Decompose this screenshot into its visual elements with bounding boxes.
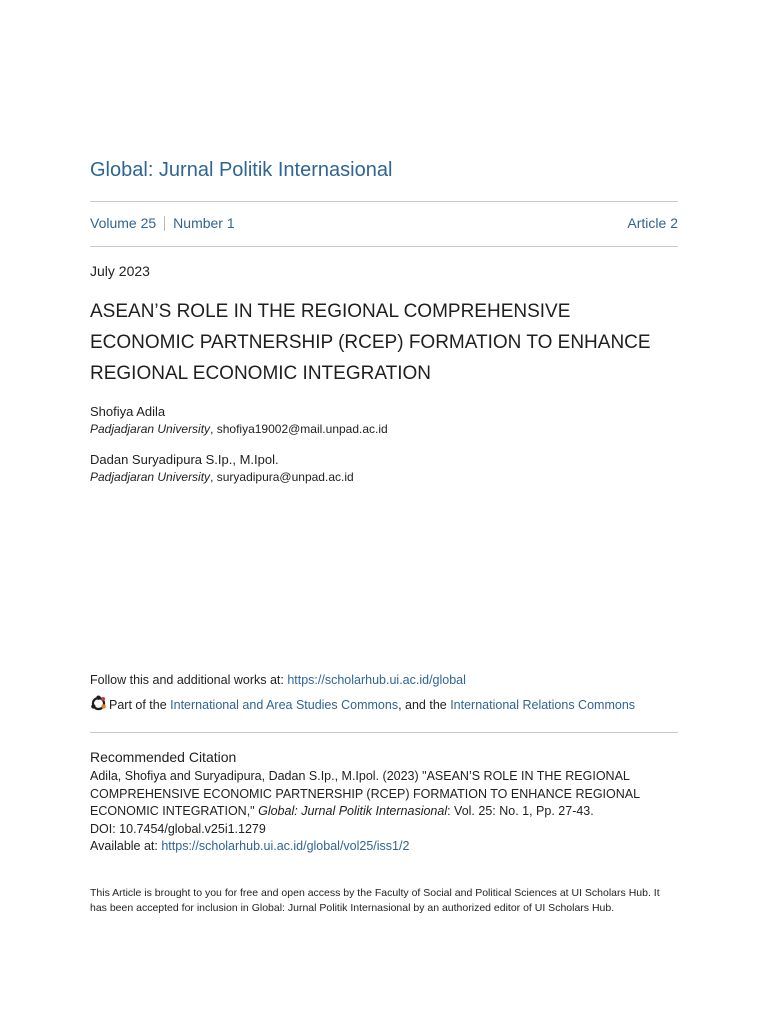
divider-issue	[90, 246, 678, 247]
citation-available-link[interactable]: https://scholarhub.ui.ac.id/global/vol25/iss1/2	[161, 839, 410, 853]
citation-main: Adila, Shofiya and Suryadipura, Dadan S.Ip., M.Ipol. (2023) "ASEAN’S ROLE IN THE REGIONAL COMPREHENSIVE ECONOMIC PARTNERSHIP (RCEP) FORMATION TO ENHANCE REGIONAL ECONOMIC INTEGRATION,"	[90, 769, 640, 818]
access-notice: This Article is brought to you for free and open access by the Faculty of Social and Political Sciences at UI Scholars Hub. It has been accepted for inclusion in Global: Jurnal Politik Internasional by an authorized editor of UI Scholars Hub.	[90, 887, 660, 914]
recommended-citation-heading: Recommended Citation	[90, 749, 237, 765]
number-link[interactable]: Number 1	[173, 215, 235, 231]
issue-separator	[164, 216, 165, 231]
commons-link-international-relations[interactable]: International Relations Commons	[450, 698, 636, 712]
citation-journal: Global: Jurnal Politik Internasional	[258, 804, 448, 818]
volume-link[interactable]: Volume 25	[90, 215, 157, 231]
network-icon	[90, 695, 107, 712]
author-email: , suryadipura@unpad.ac.id	[210, 470, 354, 484]
commons-link-international-area-studies[interactable]: International and Area Studies Commons	[170, 698, 399, 712]
journal-title-link[interactable]: Global: Jurnal Politik Internasional	[90, 159, 393, 181]
author-entry	[90, 451, 354, 486]
article-number-link[interactable]: Article 2	[627, 215, 678, 231]
author-name: Shofiya Adila	[90, 404, 166, 419]
divider-top	[90, 201, 678, 202]
part-of-prefix: Part of the	[109, 698, 171, 712]
author-name: Dadan Suryadipura S.Ip., M.Ipol.	[90, 452, 279, 467]
publication-date: July 2023	[90, 263, 150, 279]
citation-doi: DOI: 10.7454/global.v25i1.1279	[90, 821, 266, 836]
follow-line	[90, 672, 466, 688]
cover-page	[90, 0, 678, 1024]
part-of-line	[90, 695, 635, 715]
affiliation-name: Padjadjaran University	[90, 422, 211, 436]
author-email: , shofiya19002@mail.unpad.ac.id	[210, 422, 388, 436]
author-entry	[90, 403, 388, 438]
follow-prefix: Follow this and additional works at:	[90, 673, 288, 687]
author-affiliation	[90, 469, 354, 486]
issue-info-row	[90, 213, 678, 233]
author-affiliation	[90, 421, 388, 438]
follow-link[interactable]: https://scholarhub.ui.ac.id/global	[287, 673, 466, 687]
affiliation-name: Padjadjaran University	[90, 470, 211, 484]
citation-volume: : Vol. 25: No. 1, Pp. 27-43.	[447, 804, 594, 818]
recommended-citation-text	[90, 768, 680, 856]
divider-citation	[90, 732, 678, 733]
part-of-middle: , and the	[398, 698, 451, 712]
article-title: ASEAN’S ROLE IN THE REGIONAL COMPREHENSIVE ECONOMIC PARTNERSHIP (RCEP) FORMATION TO ENHANCE REGIONAL ECONOMIC INTEGRATION	[90, 301, 651, 384]
citation-available-prefix: Available at:	[90, 839, 162, 853]
